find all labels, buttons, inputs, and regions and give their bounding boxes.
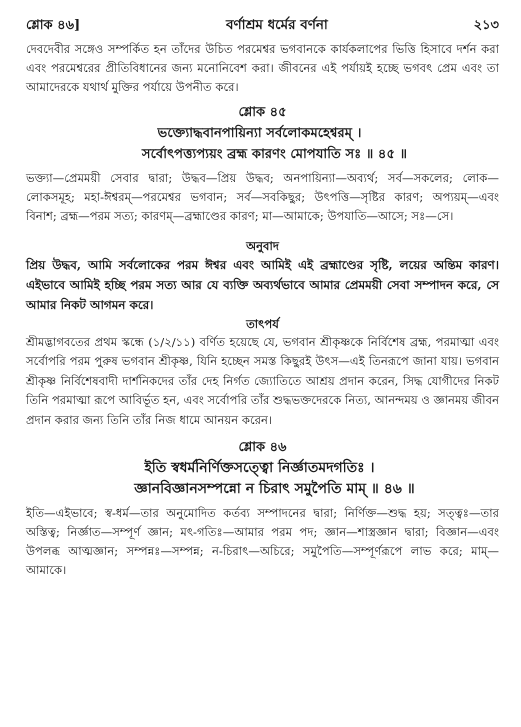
verse-45-heading: শ্লোক ৪৫ [238, 105, 287, 120]
verse-46-word-meanings: ইতি—এইভাবে; স্ব-ধর্ম—তার অনুমোদিত কর্তব্য সম্পাদনের দ্বারা; নির্ণিক্ত—শুদ্ধ হয়; সত্ত্বঃ—তার অস্তিত্ব; নির্জ্ঞাত—সম্পূর্ণ জ্ঞান; মৎ-গতিঃ—আমার পরম পদ; জ্ঞান—শাস্ত্রজ্ঞান দ্বারা; বিজ্ঞান—এবং উপলব্ধ আত্মজ্ঞান; সম্পন্নঃ—সম্পন্ন; ন-চিরাৎ—অচিরে; সমুপৈতি—সম্পূর্ণরূপে লাভ করে; মাম্—আমাকে। [26, 506, 499, 578]
purport-label: তাৎপর্য [246, 316, 279, 331]
page-header [26, 14, 499, 36]
running-title: বর্ণাশ্রম ধর্মের বর্ণনা [225, 17, 328, 33]
verse-45-line-1: ভক্ত্যোদ্ধবানপায়িন্যা সর্বলোকমহেশ্বরম্ । [157, 126, 362, 141]
page-number: ২১৩ [473, 18, 499, 33]
verse-45-word-meanings: ভক্ত্যা—প্রেমময়ী সেবার দ্বারা; উদ্ধব—প্রিয় উদ্ধব; অনপায়িন্যা—অব্যর্থ; সর্ব—সকলের; লোক—লোকসমূহ; মহা-ঈশ্বরম্—পরমেশ্বর ভগবান; সর্ব—সবকিছুর; উৎপত্তি—সৃষ্টির কারণ; অপ্যয়ম্—এবং বিনাশ; ব্রহ্ম—পরম সত্য; কারণম্—ব্রহ্মাণ্ডের কারণ; মা—আমাকে; উপযাতি—আসে; সঃ—সে। [26, 171, 499, 223]
header-verse-ref: শ্লোক ৪৬] [26, 18, 81, 33]
verse-45-line-2: সর্বোৎপত্ত্যপ্যয়ং ব্রহ্ম কারণং মোপযাতি সঃ ॥ ৪৫ ॥ [141, 147, 408, 162]
verse-46-line-2: জ্ঞানবিজ্ঞানসম্পন্নো ন চিরাৎ সমুপৈতি মাম্ ॥ ৪৬ ॥ [134, 481, 415, 498]
verse-46-section [26, 438, 499, 580]
verse-45-section [26, 103, 499, 430]
verse-46-heading: শ্লোক ৪৬ [238, 440, 287, 456]
verse-45-translation: প্রিয় উদ্ধব, আমি সর্বলোকের পরম ঈশ্বর এবং আমিই এই ব্রহ্মাণ্ডের সৃষ্টি, লয়ের অন্তিম কারণ। এইভাবে আমিই হচ্ছি পরম সত্য আর যে ব্যক্তি অব্যর্থভাবে আমার প্রেমময়ী সেবা সম্পাদন করে, সে আমার নিকট আগমন করে। [26, 257, 499, 312]
intro-paragraph: দেবদেবীর সঙ্গেও সম্পর্কিত হন তাঁদের উচিত পরমেশ্বর ভগবানকে কার্যকলাপের ভিত্তি হিসাবে দর্শন করা এবং পরমেশ্বরের প্রীতিবিধানের জন্য মনোনিবেশ করা। জীবনের এই পর্যায়ই হচ্ছে ভগবৎ প্রেম এবং তা আমাদেরকে যথার্থ মুক্তির পর্যায়ে উপনীত করে। [26, 42, 499, 94]
verse-46-line-1: ইতি স্বধর্মনির্ণিক্তসত্ত্বো নির্জ্ঞাতমদগতিঃ । [144, 460, 375, 477]
translation-label: অনুবাদ [246, 238, 279, 253]
verse-45-purport: শ্রীমদ্ভাগবতের প্রথম স্কন্ধে (১/২/১১) বর্ণিত হয়েছে যে, ভগবান শ্রীকৃষ্ণকে নির্বিশেষ ব্রহ্ম, পরমাত্মা এবং সর্বোপরি পরম পুরুষ ভগবান শ্রীকৃষ্ণ, যিনি হচ্ছেন সমস্ত কিছুরই উৎস—এই তিনরূপে জানা যায়। ভগবান শ্রীকৃষ্ণ নির্বিশেষবাদী দার্শনিকদের তাঁর দেহ নির্গত জ্যোতিতে আশ্রয় প্রদান করেন, সিদ্ধ যোগীদের নিকট তিনি পরমাত্মা রূপে আবির্ভূত হন, এবং সর্বোপরি তাঁর শুদ্ধভক্তদেরকে নিত্য, আনন্দময় ও জ্ঞানময় জীবন প্রদান করার জন্য তিনি তাঁর নিজ ধামে আনয়ন করেন। [26, 334, 499, 427]
